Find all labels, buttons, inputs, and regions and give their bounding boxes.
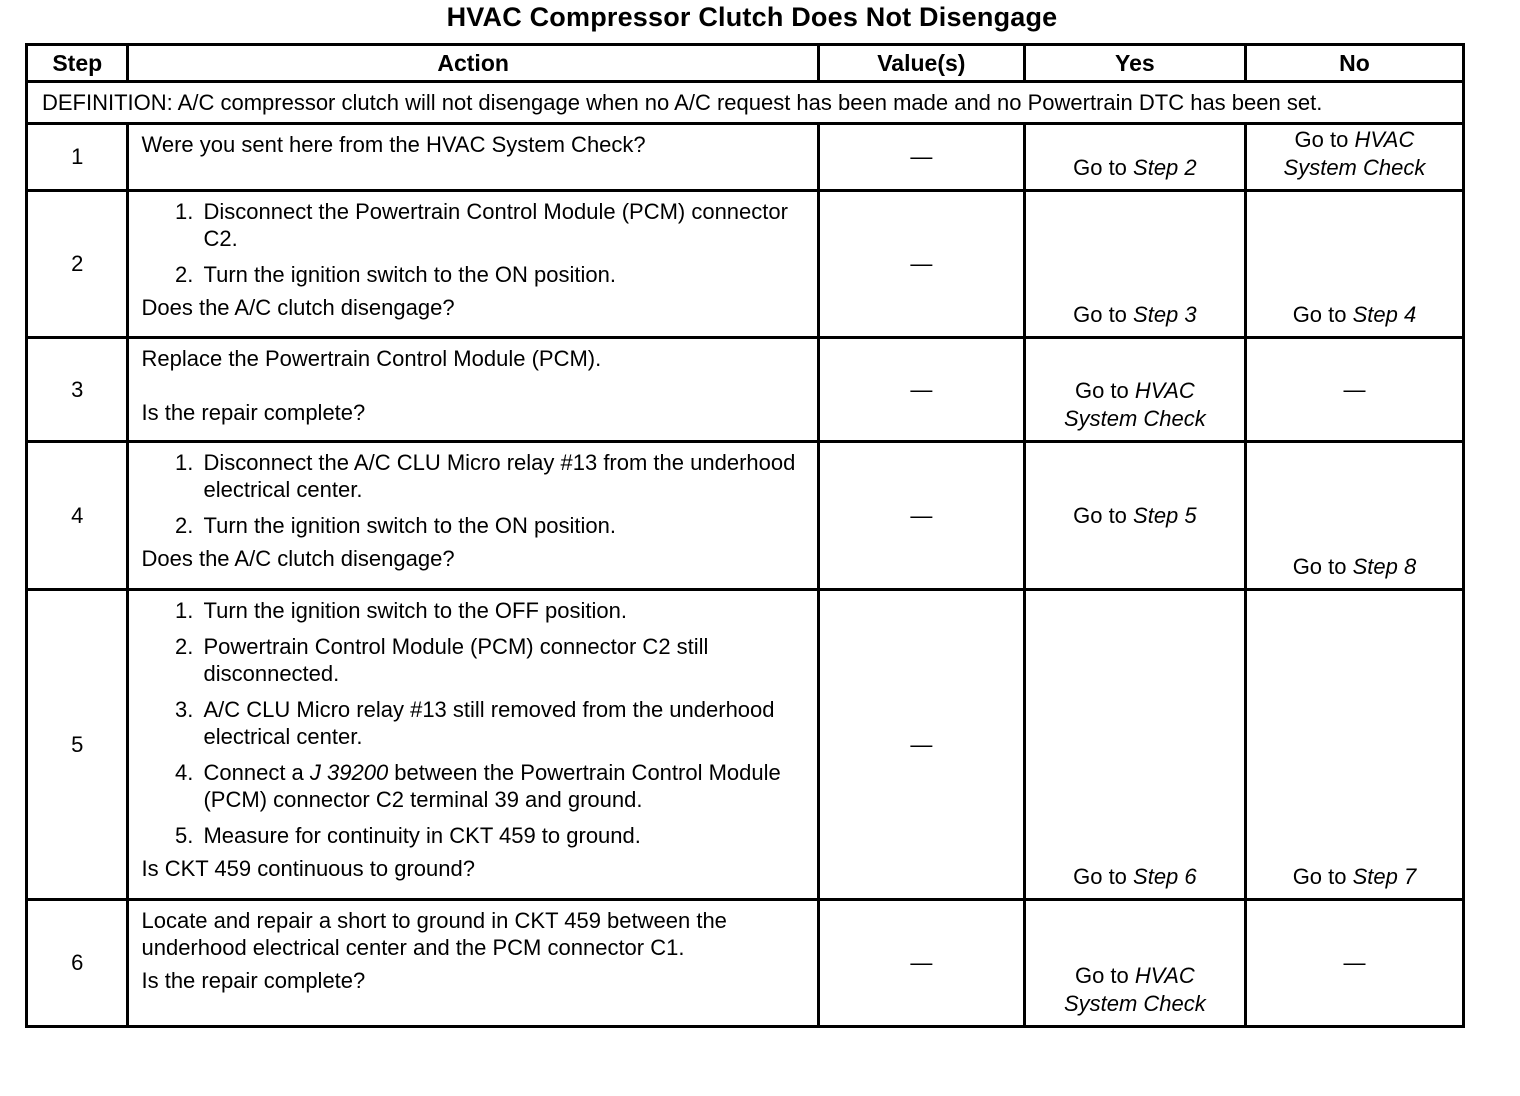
- yes-prefix: Go to: [1073, 502, 1134, 528]
- value-cell: —: [818, 442, 1024, 590]
- action-question: Is the repair complete?: [141, 400, 366, 425]
- yes-ref: Step 3: [1133, 302, 1197, 327]
- no-cell: —: [1245, 900, 1463, 1027]
- header-values: Value(s): [818, 45, 1024, 82]
- table-row: [27, 124, 1464, 191]
- yes-prefix: Go to: [1073, 864, 1134, 889]
- step-number: 4: [27, 442, 128, 590]
- no-ref: HVAC System Check: [1283, 127, 1426, 180]
- list-item: 2. Turn the ignition switch to the ON position.: [199, 261, 804, 288]
- yes-prefix: Go to: [1073, 155, 1134, 180]
- list-item: 1. Turn the ignition switch to the OFF position.: [199, 597, 804, 624]
- action-list: [141, 198, 804, 288]
- step-number: 5: [27, 590, 128, 900]
- action-question: Is the repair complete?: [141, 968, 366, 993]
- header-no: No: [1245, 45, 1463, 82]
- step-number: 1: [27, 124, 128, 191]
- action-question: Does the A/C clutch disengage?: [141, 295, 455, 320]
- value-cell: —: [818, 338, 1024, 442]
- no-cell: —: [1245, 338, 1463, 442]
- no-ref: Step 8: [1352, 554, 1417, 579]
- action-cell: [128, 124, 818, 191]
- value-cell: —: [818, 900, 1024, 1027]
- header-yes: Yes: [1024, 45, 1245, 82]
- table-row: [27, 338, 1464, 442]
- list-item: 1. Disconnect the A/C CLU Micro relay #13 from the underhood electrical center.: [199, 449, 804, 503]
- yes-prefix: Go to: [1074, 963, 1135, 988]
- list-item: 4. Connect a J 39200 between the Powertrain Control Module (PCM) connector C2 terminal 39 and ground.: [199, 759, 804, 813]
- no-prefix: Go to: [1292, 302, 1353, 327]
- list-item: 3. A/C CLU Micro relay #13 still removed from the underhood electrical center.: [199, 696, 804, 750]
- tool-ref: J 39200: [309, 760, 389, 785]
- action-list: [141, 449, 804, 539]
- yes-prefix: Go to: [1073, 302, 1134, 327]
- yes-cell: [1024, 900, 1245, 1027]
- no-ref: Step 4: [1352, 302, 1417, 327]
- yes-ref: Step 5: [1133, 502, 1197, 528]
- yes-ref: Step 2: [1133, 155, 1197, 180]
- definition-text: DEFINITION: A/C compressor clutch will not disengage when no A/C request has been made and no Powertrain DTC has been set.: [27, 82, 1464, 124]
- no-prefix: Go to: [1292, 864, 1353, 889]
- action-cell: [128, 191, 818, 338]
- action-list: [141, 597, 804, 849]
- value-cell: —: [818, 124, 1024, 191]
- yes-ref: HVAC System Check: [1063, 963, 1206, 1016]
- header-row: [27, 45, 1464, 82]
- action-text: Locate and repair a short to ground in CKT 459 between the underhood electrical center and the PCM connector C1.: [141, 908, 727, 960]
- list-item: 2. Turn the ignition switch to the ON position.: [199, 512, 804, 539]
- table-row: [27, 590, 1464, 900]
- yes-ref: HVAC System Check: [1063, 378, 1206, 431]
- table-row: [27, 442, 1464, 590]
- yes-ref: Step 6: [1133, 864, 1197, 889]
- step-number: 2: [27, 191, 128, 338]
- list-item: 1. Disconnect the Powertrain Control Module (PCM) connector C2.: [199, 198, 804, 252]
- yes-cell: [1024, 191, 1245, 338]
- value-cell: —: [818, 191, 1024, 338]
- action-cell: [128, 442, 818, 590]
- yes-cell: [1024, 442, 1245, 590]
- table-row: [27, 900, 1464, 1027]
- step-number: 6: [27, 900, 128, 1027]
- step-number: 3: [27, 338, 128, 442]
- action-text: Were you sent here from the HVAC System Check?: [141, 132, 646, 157]
- diagnostic-table: [25, 43, 1465, 1028]
- action-text: Replace the Powertrain Control Module (PCM).: [141, 346, 602, 371]
- page-title: HVAC Compressor Clutch Does Not Disengage: [446, 2, 1058, 32]
- no-cell: [1245, 590, 1463, 900]
- yes-cell: [1024, 590, 1245, 900]
- action-question: Does the A/C clutch disengage?: [141, 546, 455, 571]
- header-action: Action: [128, 45, 818, 82]
- no-cell: [1245, 442, 1463, 590]
- value-cell: —: [818, 590, 1024, 900]
- table-row: [27, 191, 1464, 338]
- action-cell: [128, 590, 818, 900]
- no-prefix: Go to: [1294, 127, 1355, 152]
- definition-row: [27, 82, 1464, 124]
- action-cell: [128, 900, 818, 1027]
- yes-cell: [1024, 338, 1245, 442]
- yes-cell: [1024, 124, 1245, 191]
- no-cell: [1245, 191, 1463, 338]
- yes-prefix: Go to: [1074, 378, 1135, 403]
- action-cell: [128, 338, 818, 442]
- action-question: Is CKT 459 continuous to ground?: [141, 856, 475, 881]
- header-step: Step: [27, 45, 128, 82]
- list-item: 5. Measure for continuity in CKT 459 to ground.: [199, 822, 804, 849]
- list-item: 2. Powertrain Control Module (PCM) connector C2 still disconnected.: [199, 633, 804, 687]
- no-cell: [1245, 124, 1463, 191]
- no-prefix: Go to: [1292, 554, 1353, 579]
- no-ref: Step 7: [1352, 864, 1417, 889]
